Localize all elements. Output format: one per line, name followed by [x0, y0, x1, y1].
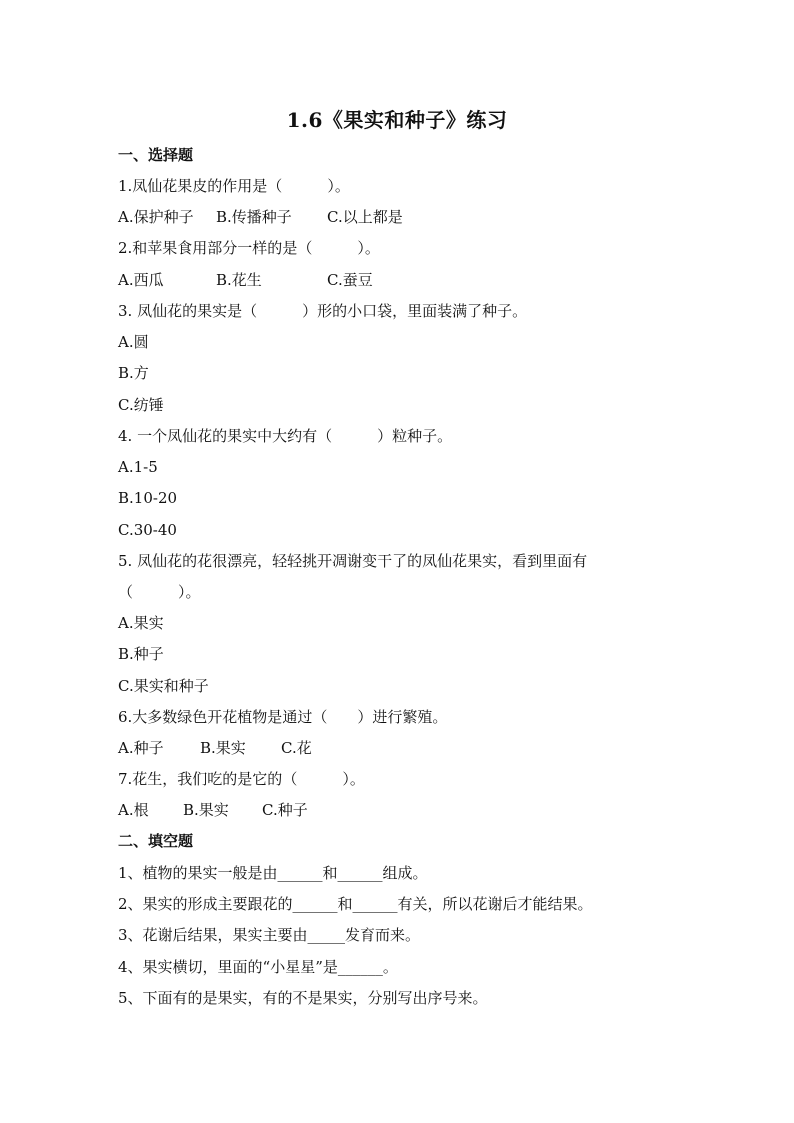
option-b: B.传播种子: [216, 208, 292, 226]
option-c: C.花: [281, 739, 312, 757]
question-2: 2.和苹果食用部分一样的是（ ）。: [118, 239, 380, 257]
option-a: A.保护种子: [118, 208, 194, 226]
option-b: B.花生: [216, 271, 262, 289]
question-1: 1.凤仙花果皮的作用是（ ）。: [118, 177, 350, 195]
fill-question-2: 2、果实的形成主要跟花的______和______有关，所以花谢后才能结果。: [118, 895, 593, 913]
fill-question-5: 5、下面有的是果实，有的不是果实，分别写出序号来。: [118, 989, 488, 1007]
question-5: 5. 凤仙花的花很漂亮，轻轻挑开凋谢变干了的凤仙花果实，看到里面有: [118, 552, 588, 570]
fill-question-1: 1、植物的果实一般是由______和______组成。: [118, 864, 428, 882]
question-4-option-c: C.30-40: [118, 521, 177, 539]
option-a: A.西瓜: [118, 271, 164, 289]
question-4: 4. 一个凤仙花的果实中大约有（ ）粒种子。: [118, 427, 453, 445]
question-7: 7.花生，我们吃的是它的（ ）。: [118, 770, 365, 788]
question-4-option-b: B.10-20: [118, 489, 178, 507]
question-5-option-a: A.果实: [118, 614, 164, 632]
option-c: C.蚕豆: [327, 271, 373, 289]
question-2-options: [118, 270, 373, 290]
question-6-options: [118, 738, 312, 758]
option-c: C.以上都是: [327, 208, 403, 226]
question-3: 3. 凤仙花的果实是（ ）形的小口袋，里面装满了种子。: [118, 302, 528, 320]
question-6: 6.大多数绿色开花植物是通过（ ）进行繁殖。: [118, 708, 448, 726]
question-3-option-a: A.圆: [118, 333, 149, 351]
option-b: B.果实: [183, 801, 229, 819]
fill-question-3: 3、花谢后结果，果实主要由_____发育而来。: [118, 926, 421, 944]
option-a: A.种子: [118, 739, 164, 757]
option-c: C.种子: [262, 801, 308, 819]
page-title: 1.6《果实和种子》练习: [286, 108, 508, 132]
question-1-options: [118, 207, 403, 227]
option-b: B.果实: [200, 739, 246, 757]
question-5-option-c: C.果实和种子: [118, 677, 209, 695]
fill-question-4: 4、果实横切，里面的“小星星”是______。: [118, 958, 398, 976]
question-7-options: [118, 800, 308, 820]
question-5-continued: （ ）。: [118, 583, 201, 601]
question-5-option-b: B.种子: [118, 645, 164, 663]
option-a: A.根: [118, 801, 149, 819]
section-heading-choice: 一、选择题: [118, 146, 194, 164]
question-3-option-c: C.纺锤: [118, 396, 164, 414]
question-3-option-b: B.方: [118, 364, 149, 382]
question-4-option-a: A.1-5: [118, 458, 158, 476]
section-heading-fill: 二、填空题: [118, 832, 194, 850]
